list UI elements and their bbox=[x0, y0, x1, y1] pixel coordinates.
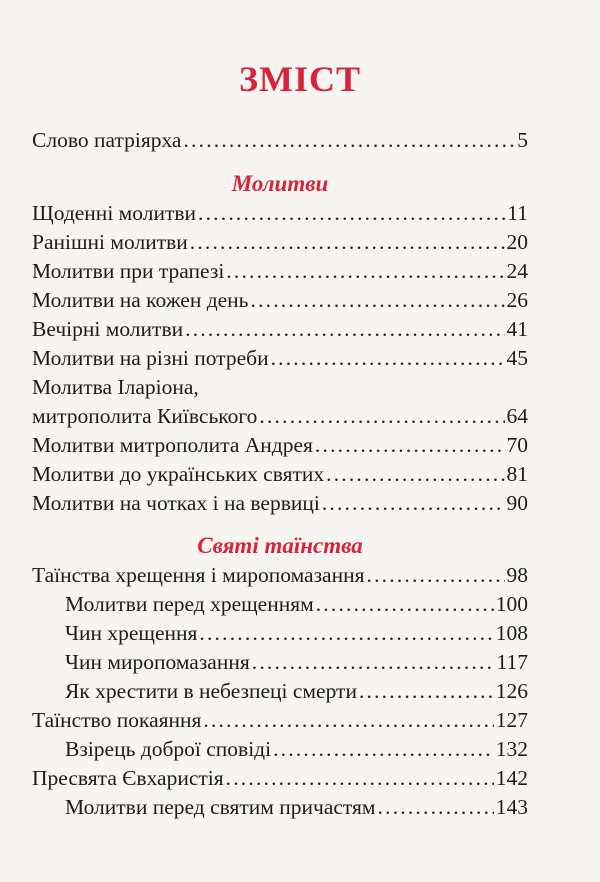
entry-page: 41 bbox=[506, 317, 528, 341]
entry-page: 98 bbox=[506, 563, 528, 587]
toc-entry bbox=[32, 199, 528, 228]
entry-page: 26 bbox=[506, 288, 528, 312]
dot-leader bbox=[316, 590, 494, 619]
entry-page: 126 bbox=[495, 679, 528, 703]
toc-entry bbox=[32, 228, 528, 257]
dot-leader bbox=[273, 735, 494, 764]
toc-entry bbox=[32, 489, 528, 518]
toc-entry bbox=[32, 590, 528, 619]
entry-label: Молитви на чотках і на вервиці bbox=[32, 491, 320, 515]
entry-page: 143 bbox=[495, 795, 528, 819]
entry-label: Таїнства хрещення і миропомазання bbox=[32, 563, 365, 587]
section-heading: Молитви bbox=[231, 171, 329, 196]
entry-label: Молитви перед хрещенням bbox=[65, 592, 314, 616]
entry-label: Пресвята Євхаристія bbox=[32, 766, 224, 790]
dot-leader bbox=[203, 706, 493, 735]
entry-page: 70 bbox=[506, 433, 528, 457]
toc-entry bbox=[32, 677, 528, 706]
toc-entry bbox=[32, 764, 528, 793]
entry-label: Слово патріярха bbox=[32, 128, 182, 152]
entry-label: Молитви перед святим причастям bbox=[65, 795, 376, 819]
entry-label: Молитва Іларіона, bbox=[32, 375, 199, 399]
toc-entry bbox=[32, 561, 528, 590]
dot-leader bbox=[199, 619, 493, 648]
toc-entry bbox=[32, 257, 528, 286]
dot-leader bbox=[198, 199, 505, 228]
entry-label: Молитви на різні потреби bbox=[32, 346, 269, 370]
toc-entry bbox=[32, 402, 528, 431]
toc-entry bbox=[32, 735, 528, 764]
toc-entry bbox=[32, 793, 528, 822]
dot-leader bbox=[322, 489, 505, 518]
dot-leader bbox=[185, 315, 504, 344]
entry-page: 100 bbox=[495, 592, 528, 616]
dot-leader bbox=[378, 793, 494, 822]
entry-label: Ранішні молитви bbox=[32, 230, 188, 254]
toc-entry bbox=[32, 648, 528, 677]
entry-page: 117 bbox=[496, 650, 528, 674]
entry-page: 132 bbox=[495, 737, 528, 761]
toc-entry bbox=[32, 315, 528, 344]
dot-leader bbox=[359, 677, 494, 706]
entry-page: 24 bbox=[506, 259, 528, 283]
entry-page: 127 bbox=[495, 708, 528, 732]
entry-label: Молитви при трапезі bbox=[32, 259, 225, 283]
toc-section-sacraments bbox=[32, 531, 528, 822]
toc-entry bbox=[32, 344, 528, 373]
dot-leader bbox=[183, 126, 515, 155]
entry-page: 5 bbox=[517, 128, 528, 152]
toc-entry bbox=[32, 706, 528, 735]
entry-label: Як хрестити в небезпеці смерти bbox=[65, 679, 357, 703]
entry-label: Чин хрещення bbox=[65, 621, 198, 645]
dot-leader bbox=[367, 561, 505, 590]
entry-label: Таїнство покаяння bbox=[32, 708, 202, 732]
entry-page: 90 bbox=[506, 491, 528, 515]
dot-leader bbox=[315, 431, 505, 460]
entry-page: 20 bbox=[506, 230, 528, 254]
toc-intro bbox=[32, 126, 528, 155]
toc-entry bbox=[32, 460, 528, 489]
entry-label: Щоденні молитви bbox=[32, 201, 197, 225]
dot-leader bbox=[271, 344, 505, 373]
entry-label: Молитви митрополита Андрея bbox=[32, 433, 313, 457]
entry-page: 81 bbox=[506, 462, 528, 486]
entry-label: митрополита Київського bbox=[32, 404, 258, 428]
entry-label: Взірець доброї сповіді bbox=[65, 737, 272, 761]
entry-label: Молитви до українських святих bbox=[32, 462, 325, 486]
entry-label: Вечірні молитви bbox=[32, 317, 184, 341]
page-title: ЗМІСТ bbox=[239, 59, 361, 99]
toc-entry bbox=[32, 373, 528, 402]
dot-leader bbox=[226, 257, 504, 286]
toc-entry bbox=[32, 431, 528, 460]
dot-leader bbox=[259, 402, 504, 431]
entry-page: 142 bbox=[495, 766, 528, 790]
toc-entry bbox=[32, 286, 528, 315]
entry-label: Молитви на кожен день bbox=[32, 288, 249, 312]
dot-leader bbox=[326, 460, 504, 489]
toc-entry bbox=[32, 126, 528, 155]
toc-section-prayers bbox=[32, 169, 528, 518]
dot-leader bbox=[252, 648, 495, 677]
dot-leader bbox=[190, 228, 505, 257]
entry-page: 108 bbox=[495, 621, 528, 645]
entry-label: Чин миропомазання bbox=[65, 650, 250, 674]
entry-page: 64 bbox=[506, 404, 528, 428]
entry-page: 45 bbox=[506, 346, 528, 370]
entry-page: 11 bbox=[507, 201, 528, 225]
dot-leader bbox=[226, 764, 494, 793]
section-heading: Святі таїнства bbox=[197, 533, 363, 558]
dot-leader bbox=[251, 286, 505, 315]
toc-entry bbox=[32, 619, 528, 648]
